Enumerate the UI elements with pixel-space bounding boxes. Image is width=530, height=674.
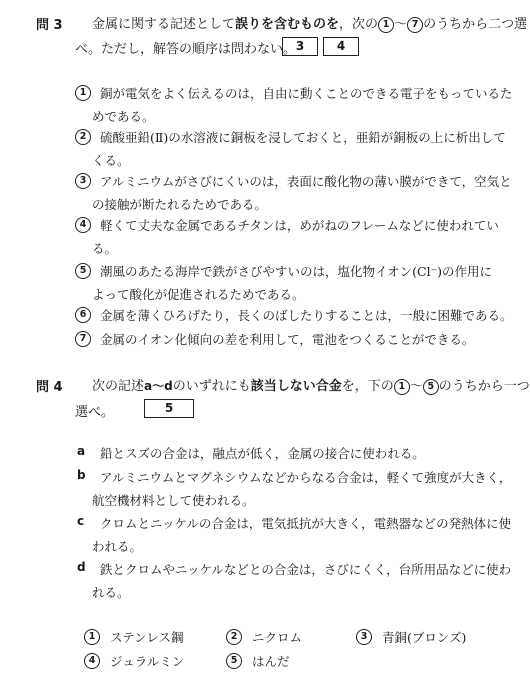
- option-number-icon[interactable]: 2: [75, 129, 91, 145]
- question-4-label: 問 4: [36, 380, 63, 395]
- option-text: めである。: [92, 109, 155, 124]
- choice-label: ステンレス鋼: [110, 630, 184, 645]
- option-number-icon: 5: [423, 379, 439, 395]
- choice-number-icon[interactable]: 2: [226, 629, 242, 645]
- choice-number-icon[interactable]: 4: [84, 653, 100, 669]
- answer-box-5[interactable]: 5: [144, 399, 194, 418]
- question-3-stem-line1: 金属に関する記述として誤りを含むものを，次の 1 ～ 7 のうちから二つ選: [92, 17, 528, 32]
- option-number-icon[interactable]: 1: [75, 85, 91, 101]
- answer-box-3[interactable]: 3: [282, 37, 318, 56]
- option-number-icon: 7: [407, 17, 423, 33]
- statement-letter: a: [77, 444, 86, 458]
- statement-text: 航空機材料として使われる。: [92, 493, 255, 508]
- question-4-stem-line1: 次の記述a～dのいずれにも該当しない合金を，下の 1 ～ 5 のうちから一つ: [92, 379, 530, 394]
- statement-text: 鉛とスズの合金は，融点が低く，金属の接合に使われる。: [100, 446, 425, 461]
- question-4-stem-line2: 選べ。: [75, 405, 115, 420]
- choice-number-icon[interactable]: 5: [226, 653, 242, 669]
- question-3-label: 問 3: [36, 18, 63, 33]
- statement-letter: d: [77, 560, 86, 574]
- option-text: の接触が断たれるためである。: [92, 197, 268, 212]
- statement-letter: b: [77, 468, 86, 482]
- statement-text: クロムとニッケルの合金は，電気抵抗が大きく，電熱器などの発熱体に使: [100, 516, 512, 531]
- option-number-icon: 1: [394, 379, 410, 395]
- choice-label: ジュラルミン: [110, 654, 185, 669]
- option-number-icon[interactable]: 3: [75, 173, 91, 189]
- statement-text: われる。: [92, 539, 143, 554]
- choice-number-icon[interactable]: 1: [84, 629, 100, 645]
- option-text: る。: [92, 241, 118, 256]
- statement-text: 鉄とクロムやニッケルなどとの合金は，さびにくく，台所用品などに使わ: [100, 562, 512, 577]
- option-text: 銅が電気をよく伝えるのは，自由に動くことのできる電子をもっているた: [100, 86, 513, 101]
- statement-text: れる。: [92, 585, 130, 600]
- choice-label: ニクロム: [252, 630, 303, 645]
- answer-box-4[interactable]: 4: [323, 37, 359, 56]
- statement-letter: c: [77, 514, 85, 528]
- choice-label: はんだ: [252, 654, 290, 669]
- option-number-icon[interactable]: 6: [75, 307, 91, 323]
- option-number-icon[interactable]: 5: [75, 263, 91, 279]
- option-text: 軽くて丈夫な金属であるチタンは，めがねのフレームなどに使われてい: [100, 218, 499, 233]
- option-text: 金属を薄くひろげたり，長くのばしたりすることは，一般に困難である。: [100, 308, 513, 323]
- option-text: 硫酸亜鉛(Ⅱ)の水溶液に銅板を浸しておくと，亜鉛が銅板の上に析出して: [100, 130, 506, 145]
- statement-text: アルミニウムとマグネシウムなどからなる合金は，軽くて強度が大きく，: [100, 470, 512, 485]
- option-number-icon[interactable]: 4: [75, 217, 91, 233]
- option-text: くる。: [92, 153, 130, 168]
- option-text: よって酸化が促進されるためである。: [92, 287, 305, 302]
- option-text: 金属のイオン化傾向の差を利用して，電池をつくることができる。: [100, 332, 475, 347]
- question-3-stem-line2: べ。ただし，解答の順序は問わない。: [75, 42, 297, 57]
- option-number-icon: 1: [378, 17, 394, 33]
- option-text: アルミニウムがさびにくいのは，表面に酸化物の薄い膜ができて，空気と: [100, 174, 512, 189]
- choice-number-icon[interactable]: 3: [356, 629, 372, 645]
- choice-label: 青銅(ブロンズ): [382, 630, 467, 645]
- option-text: 潮風のあたる海岸で鉄がさびやすいのは，塩化物イオン(Cl⁻)の作用に: [100, 264, 493, 279]
- option-number-icon[interactable]: 7: [75, 331, 91, 347]
